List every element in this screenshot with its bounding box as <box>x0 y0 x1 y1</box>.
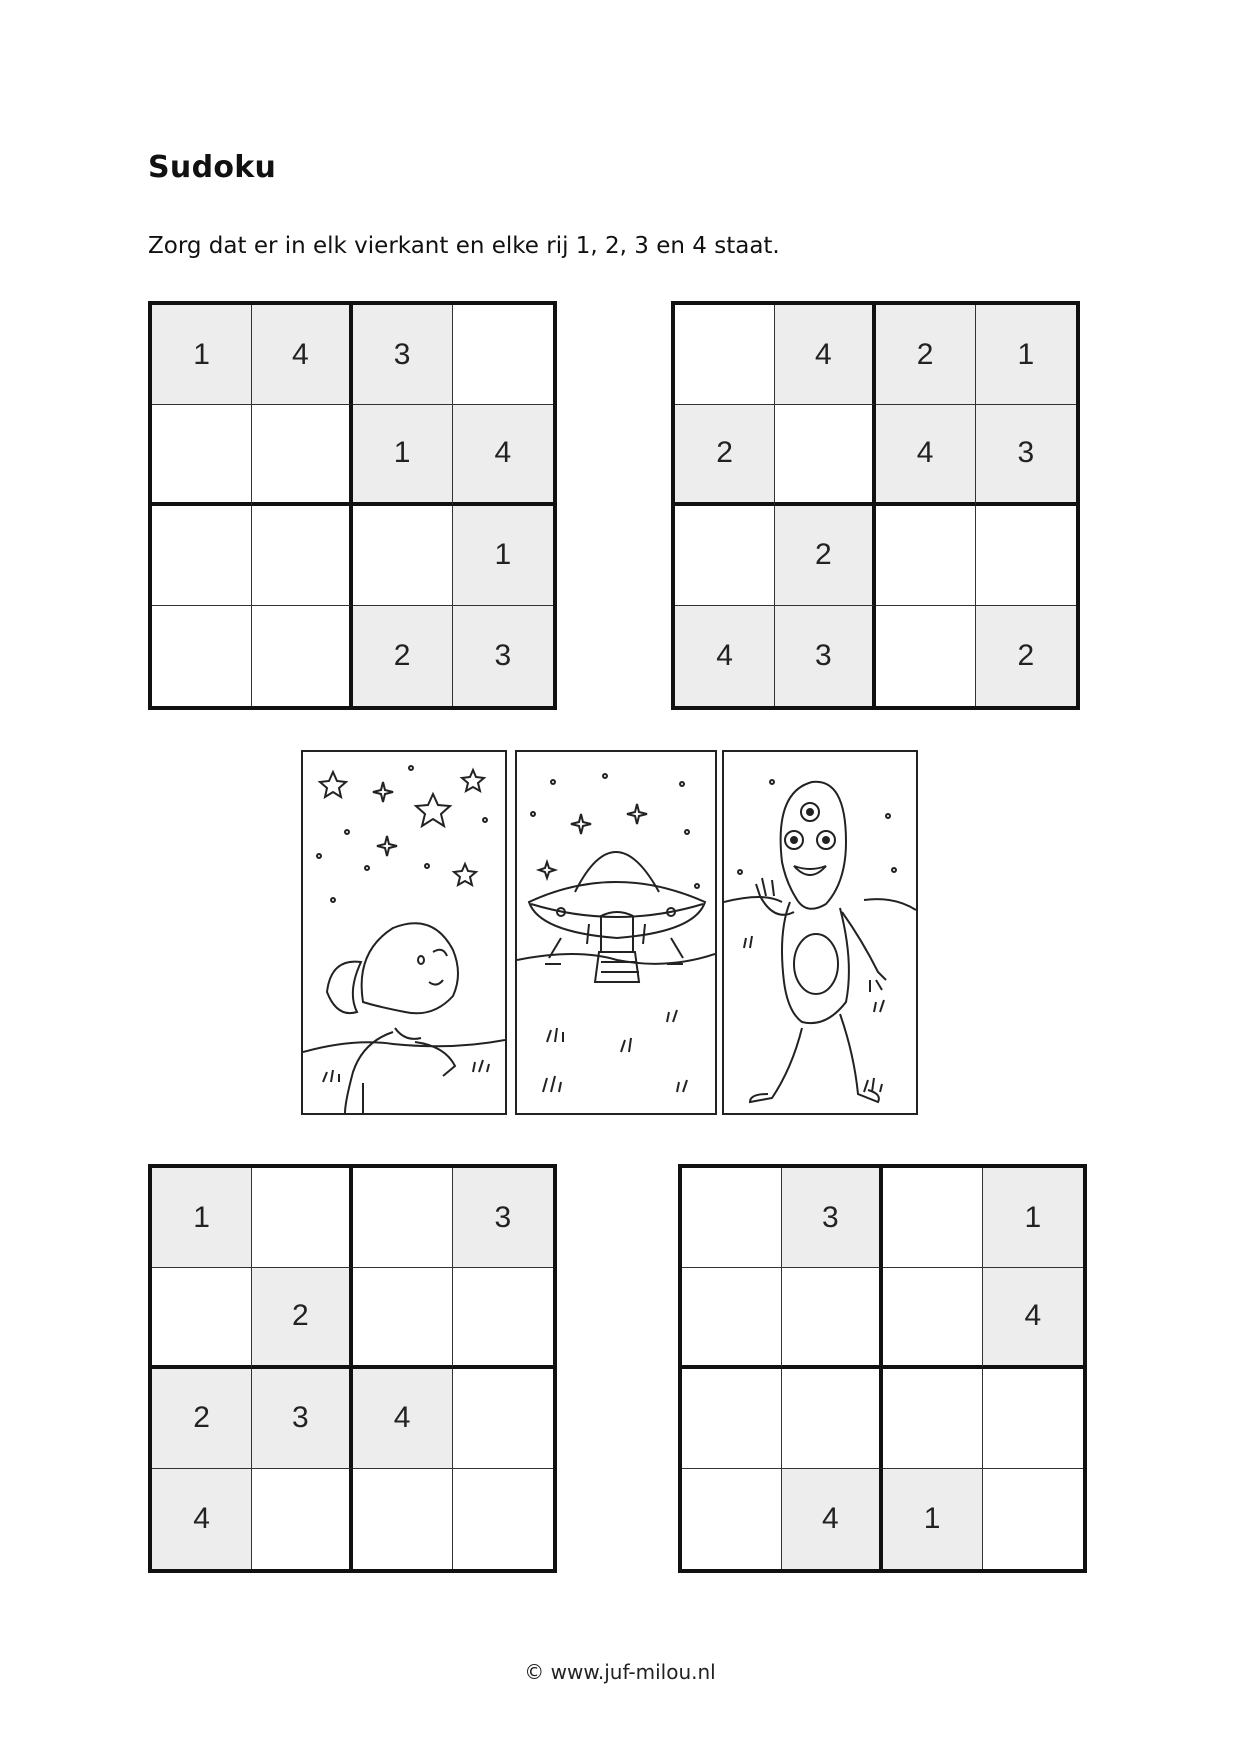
star-icon <box>627 804 647 824</box>
sudoku-cell[interactable] <box>152 405 252 505</box>
sudoku-cell[interactable] <box>353 1469 453 1569</box>
sudoku-cell: 2 <box>876 305 976 405</box>
sudoku-cell: 2 <box>976 606 1076 706</box>
sudoku-cell[interactable] <box>252 506 352 606</box>
star-icon <box>539 862 555 878</box>
sudoku-cell[interactable] <box>675 305 775 405</box>
sudoku-cell[interactable] <box>252 606 352 706</box>
sudoku-cell: 1 <box>353 405 453 505</box>
sudoku-cell: 1 <box>983 1168 1083 1268</box>
sudoku-cell[interactable] <box>782 1369 882 1469</box>
sudoku-cell[interactable] <box>252 1168 352 1268</box>
copyright-footer: © www.juf-milou.nl <box>524 1660 716 1684</box>
sudoku-cell: 3 <box>453 606 553 706</box>
sudoku-cell: 2 <box>353 606 453 706</box>
sudoku-cell: 3 <box>252 1369 352 1469</box>
sudoku-cell: 1 <box>152 305 252 405</box>
sudoku-cell[interactable] <box>682 1268 782 1368</box>
sudoku-cell: 3 <box>353 305 453 405</box>
sudoku-grid-1 <box>148 301 557 710</box>
sudoku-cell: 4 <box>353 1369 453 1469</box>
sudoku-cell[interactable] <box>353 506 453 606</box>
sudoku-grid-3 <box>148 1164 557 1573</box>
star-icon <box>320 770 484 885</box>
sudoku-cell: 2 <box>152 1369 252 1469</box>
sudoku-cell[interactable] <box>883 1268 983 1368</box>
sudoku-cell: 4 <box>252 305 352 405</box>
sudoku-cell[interactable] <box>876 506 976 606</box>
sudoku-cell[interactable] <box>782 1268 882 1368</box>
sudoku-cell: 3 <box>976 405 1076 505</box>
sudoku-cell: 4 <box>453 405 553 505</box>
instruction-text: Zorg dat er in elk vierkant en elke rij 1, 2, 3 en 4 staat. <box>148 233 780 259</box>
sudoku-cell[interactable] <box>353 1168 453 1268</box>
sudoku-cell: 3 <box>453 1168 553 1268</box>
sudoku-cell: 1 <box>883 1469 983 1569</box>
sudoku-cell[interactable] <box>152 506 252 606</box>
sudoku-cell[interactable] <box>252 405 352 505</box>
sudoku-cell: 4 <box>675 606 775 706</box>
sudoku-cell[interactable] <box>976 506 1076 606</box>
page-title: Sudoku <box>148 150 277 185</box>
sudoku-cell[interactable] <box>983 1469 1083 1569</box>
sudoku-cell[interactable] <box>682 1469 782 1569</box>
sudoku-cell: 4 <box>876 405 976 505</box>
sudoku-cell: 1 <box>976 305 1076 405</box>
alien-illustration <box>722 750 918 1115</box>
sudoku-cell[interactable] <box>353 1268 453 1368</box>
sudoku-cell[interactable] <box>883 1369 983 1469</box>
sudoku-cell[interactable] <box>983 1369 1083 1469</box>
sudoku-cell[interactable] <box>682 1168 782 1268</box>
sudoku-grid-4 <box>678 1164 1087 1573</box>
girl-stars-illustration <box>301 750 507 1115</box>
sudoku-cell[interactable] <box>682 1369 782 1469</box>
sudoku-cell[interactable] <box>152 1268 252 1368</box>
sudoku-cell: 2 <box>675 405 775 505</box>
sudoku-cell[interactable] <box>453 1469 553 1569</box>
sudoku-cell[interactable] <box>883 1168 983 1268</box>
sudoku-cell: 1 <box>152 1168 252 1268</box>
ufo-illustration <box>515 750 717 1115</box>
sudoku-cell[interactable] <box>453 1369 553 1469</box>
sudoku-cell: 3 <box>782 1168 882 1268</box>
sudoku-cell[interactable] <box>252 1469 352 1569</box>
sudoku-cell[interactable] <box>453 1268 553 1368</box>
sudoku-cell: 1 <box>453 506 553 606</box>
sudoku-cell: 4 <box>152 1469 252 1569</box>
star-icon <box>571 814 591 834</box>
sudoku-cell[interactable] <box>152 606 252 706</box>
sudoku-cell: 2 <box>775 506 875 606</box>
sudoku-cell: 3 <box>775 606 875 706</box>
sudoku-cell: 4 <box>775 305 875 405</box>
sudoku-cell[interactable] <box>876 606 976 706</box>
sudoku-grid-2 <box>671 301 1080 710</box>
sudoku-cell: 4 <box>983 1268 1083 1368</box>
sudoku-cell[interactable] <box>675 506 775 606</box>
sudoku-cell[interactable] <box>775 405 875 505</box>
sudoku-cell: 4 <box>782 1469 882 1569</box>
sudoku-cell[interactable] <box>453 305 553 405</box>
sudoku-cell: 2 <box>252 1268 352 1368</box>
